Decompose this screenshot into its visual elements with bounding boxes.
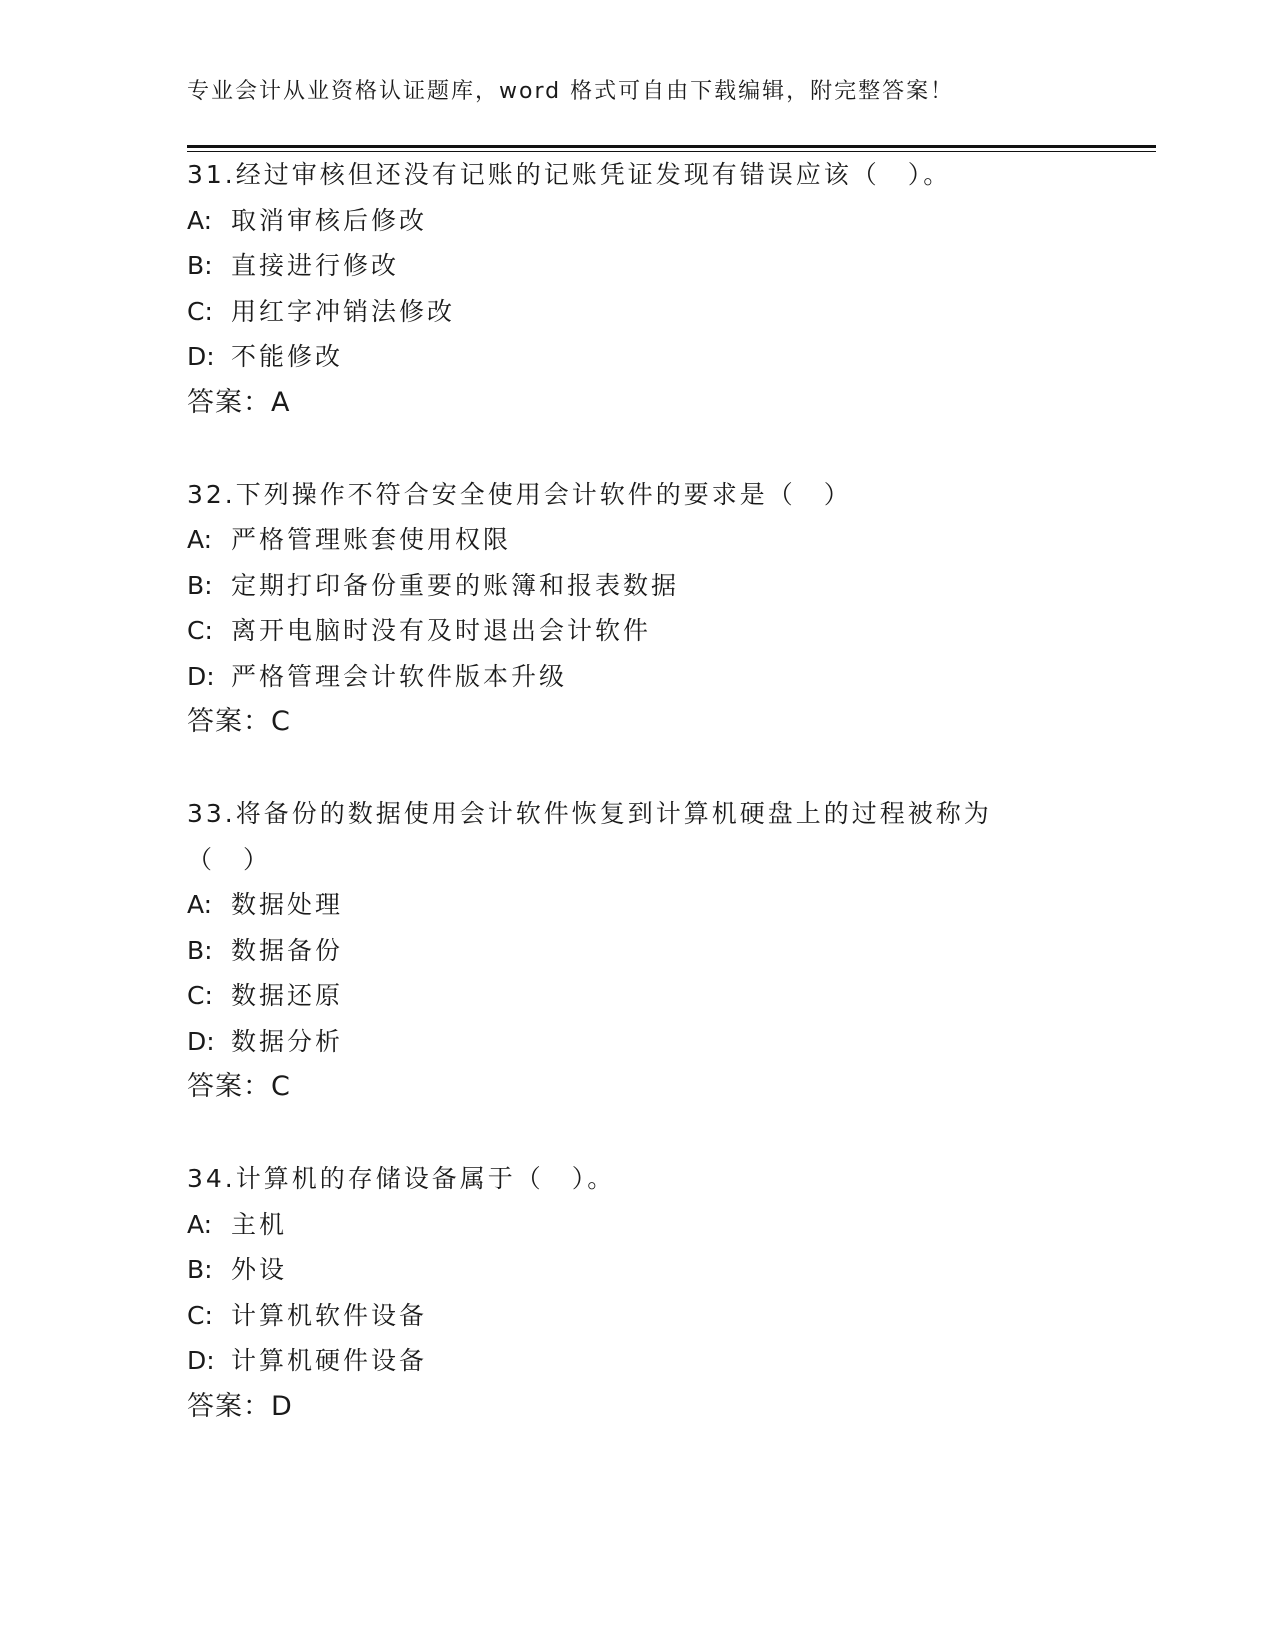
answer: 答案：C: [187, 706, 291, 737]
question-stem: 32.下列操作不符合安全使用会计软件的要求是（ ）: [187, 479, 852, 509]
option-a: [187, 882, 1147, 928]
option-label: D:: [187, 342, 215, 371]
option-label: A:: [187, 205, 213, 235]
option-a: [187, 1202, 1147, 1248]
option-text: 直接进行修改: [231, 251, 400, 280]
option-text: 数据处理: [231, 890, 344, 919]
option-label: A:: [187, 890, 213, 919]
question-stem: 34.计算机的存储设备属于（ ）。: [187, 1164, 616, 1193]
option-label: D:: [187, 1026, 215, 1056]
option-text: 数据还原: [231, 981, 344, 1010]
option-b: [187, 243, 1147, 289]
option-label: B:: [187, 1255, 213, 1284]
option-a: [187, 517, 1147, 563]
option-text: 主机: [231, 1209, 288, 1239]
option-b: [187, 563, 1147, 609]
question-31: [187, 152, 1147, 426]
option-text: 严格管理会计软件版本升级: [231, 661, 568, 691]
option-c: [187, 608, 1147, 654]
option-label: C:: [187, 296, 213, 326]
option-label: C:: [187, 616, 213, 645]
option-text: 取消审核后修改: [231, 205, 428, 235]
option-label: B:: [187, 570, 213, 600]
option-d: [187, 1019, 1147, 1065]
option-c: [187, 1293, 1147, 1339]
option-text: 计算机软件设备: [231, 1300, 428, 1330]
option-text: 严格管理账套使用权限: [231, 525, 512, 554]
answer: 答案：D: [187, 1390, 293, 1422]
answer: 答案：C: [187, 1071, 291, 1102]
option-text: 计算机硬件设备: [231, 1346, 428, 1375]
option-label: D:: [187, 661, 215, 691]
option-c: [187, 973, 1147, 1019]
option-label: A:: [187, 1209, 213, 1239]
option-label: D:: [187, 1346, 215, 1375]
option-label: A:: [187, 525, 213, 554]
option-d: [187, 654, 1147, 700]
option-text: 数据分析: [231, 1026, 344, 1056]
option-d: [187, 1338, 1147, 1384]
option-b: [187, 1247, 1147, 1293]
question-33: [187, 791, 1147, 1110]
option-c: [187, 289, 1147, 335]
header-rule-thick: [187, 145, 1156, 148]
option-text: 数据备份: [231, 935, 344, 965]
question-34: [187, 1156, 1147, 1430]
option-text: 用红字冲销法修改: [231, 296, 456, 326]
option-label: C:: [187, 981, 213, 1010]
option-d: [187, 334, 1147, 380]
option-text: 定期打印备份重要的账簿和报表数据: [231, 570, 680, 600]
option-label: B:: [187, 935, 213, 965]
page-header: 专业会计从业资格认证题库，word 格式可自由下载编辑，附完整答案！: [187, 79, 955, 104]
option-label: B:: [187, 251, 213, 280]
option-text: 不能修改: [231, 342, 344, 371]
option-label: C:: [187, 1300, 213, 1330]
question-stem: 33.将备份的数据使用会计软件恢复到计算机硬盘上的过程被称为（ ）: [187, 799, 992, 874]
question-32: [187, 472, 1147, 746]
answer: 答案：A: [187, 386, 291, 418]
question-list: [187, 152, 1147, 1476]
option-text: 外设: [231, 1255, 288, 1284]
question-stem: 31.经过审核但还没有记账的记账凭证发现有错误应该（ ）。: [187, 160, 952, 189]
option-a: [187, 198, 1147, 244]
option-b: [187, 928, 1147, 974]
option-text: 离开电脑时没有及时退出会计软件: [231, 616, 652, 645]
